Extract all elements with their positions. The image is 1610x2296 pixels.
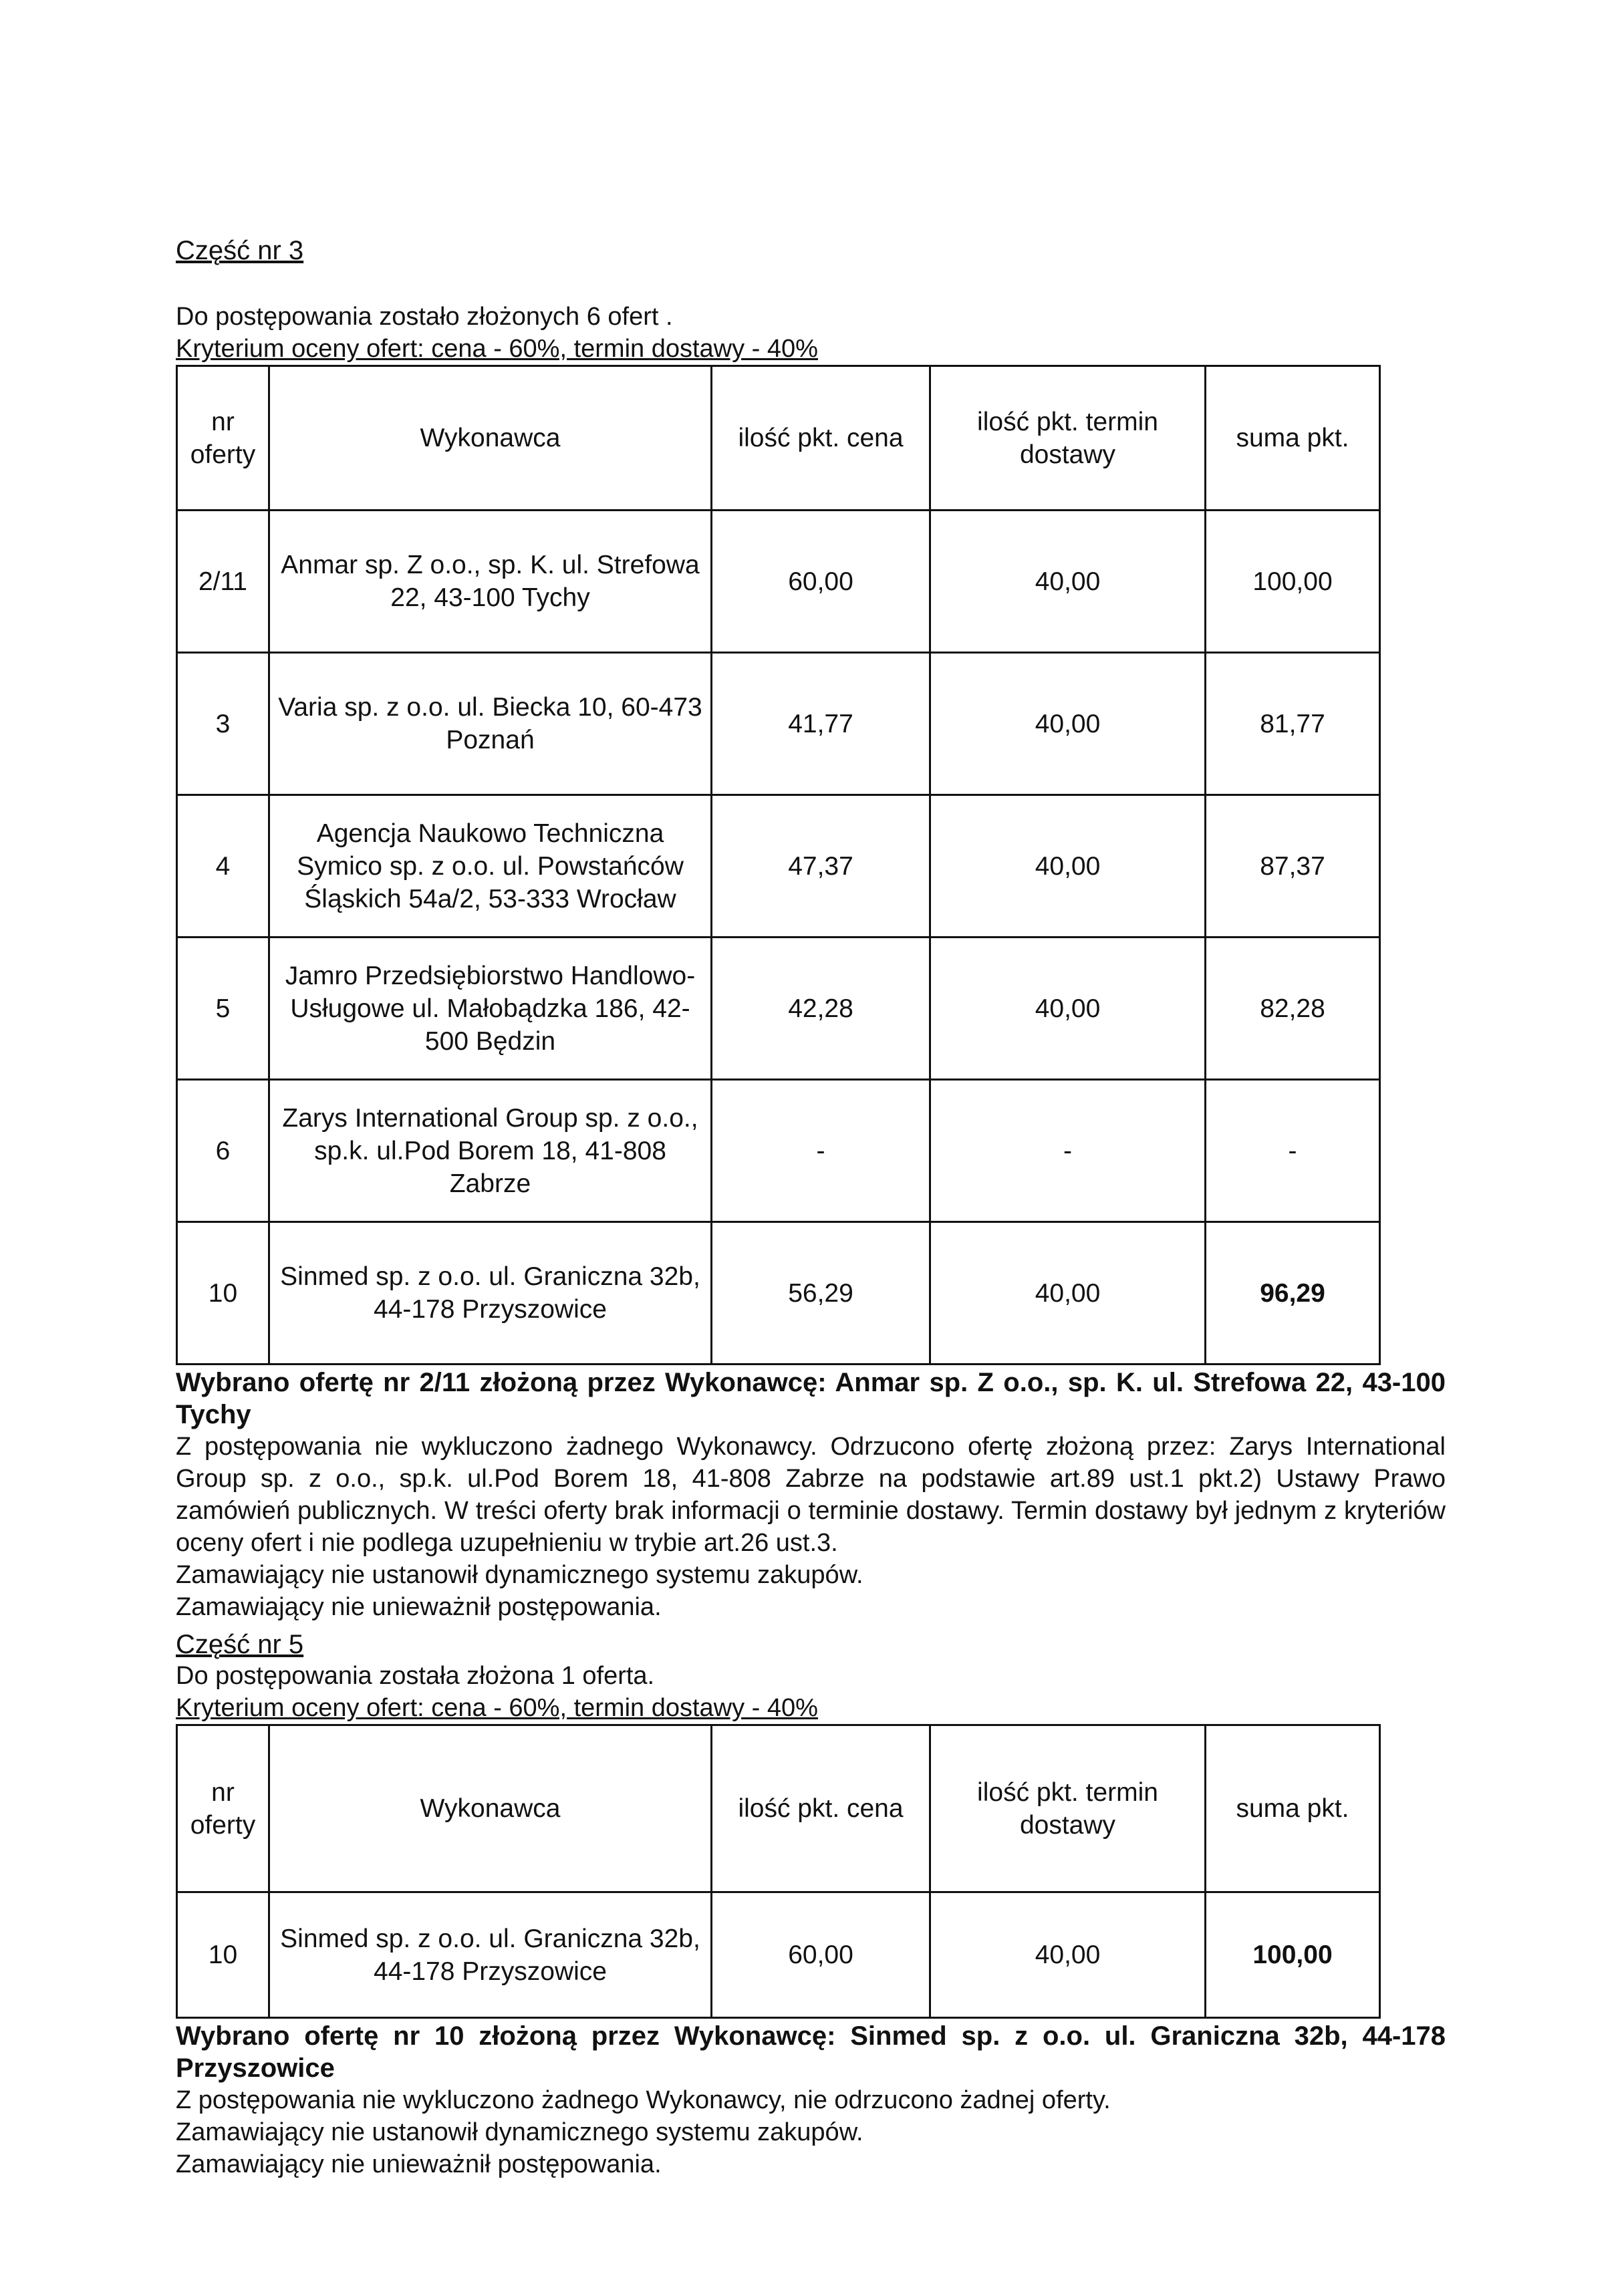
header-contractor: Wykonawca	[269, 1725, 712, 1892]
result-summary	[176, 1367, 1446, 1623]
header-delivery-points: ilość pkt. termin dostawy	[930, 366, 1206, 511]
contractor: Zarys International Group sp. z o.o., sp.k. ul.Pod Borem 18, 41-808 Zabrze	[269, 1080, 712, 1222]
annulment-note: Zamawiający nie unieważnił postępowania.	[176, 2150, 662, 2178]
offer-number: 3	[177, 653, 269, 795]
header-contractor: Wykonawca	[269, 366, 712, 511]
total-points: 100,00	[1206, 1892, 1380, 2018]
table-row	[177, 653, 1380, 795]
header-delivery-points: ilość pkt. termin dostawy	[930, 1725, 1206, 1892]
header-offer-number: nr oferty	[177, 366, 269, 511]
header-total-points: suma pkt.	[1206, 1725, 1380, 1892]
section-heading: Część nr 3	[176, 236, 304, 265]
total-points: 100,00	[1206, 511, 1380, 653]
contractor: Varia sp. z o.o. ul. Biecka 10, 60-473 Poznań	[269, 653, 712, 795]
contractor: Sinmed sp. z o.o. ul. Graniczna 32b, 44-178 Przyszowice	[269, 1892, 712, 2018]
contractor: Jamro Przedsiębiorstwo Handlowo-Usługowe ul. Małobądzka 186, 42-500 Będzin	[269, 938, 712, 1080]
section-part-5	[176, 1629, 1446, 2180]
selected-offer: Wybrano ofertę nr 10 złożoną przez Wykonawcę: Sinmed sp. z o.o. ul. Graniczna 32b, 44-178 Przyszowice	[176, 2021, 1446, 2083]
header-total-points: suma pkt.	[1206, 366, 1380, 511]
price-points: 41,77	[712, 653, 930, 795]
delivery-points: -	[930, 1080, 1206, 1222]
delivery-points: 40,00	[930, 795, 1206, 938]
total-points: -	[1206, 1080, 1380, 1222]
price-points: 42,28	[712, 938, 930, 1080]
table-header-row	[177, 1725, 1380, 1892]
table-row	[177, 938, 1380, 1080]
total-points: 82,28	[1206, 938, 1380, 1080]
evaluation-criterion: Kryterium oceny ofert: cena - 60%, termin dostawy - 40%	[176, 1694, 818, 1722]
header-price-points: ilość pkt. cena	[712, 366, 930, 511]
table-row	[177, 1222, 1380, 1365]
price-points: 56,29	[712, 1222, 930, 1365]
total-points: 96,29	[1206, 1222, 1380, 1365]
total-points: 81,77	[1206, 653, 1380, 795]
offer-number: 4	[177, 795, 269, 938]
result-summary	[176, 2020, 1446, 2180]
dynamic-system-note: Zamawiający nie ustanowił dynamicznego systemu zakupów.	[176, 2118, 863, 2146]
offers-count-line: Do postępowania została złożona 1 oferta.	[176, 1662, 655, 1690]
contractor: Sinmed sp. z o.o. ul. Graniczna 32b, 44-178 Przyszowice	[269, 1222, 712, 1365]
table-row	[177, 795, 1380, 938]
delivery-points: 40,00	[930, 938, 1206, 1080]
rejection-note: Z postępowania nie wykluczono żadnego Wykonawcy. Odrzucono ofertę złożoną przez: Zarys International Group sp. z o.o., sp.k. ul.Pod Borem 18, 41-808 Zabrze na podstawie art.89 ust.1 pkt.2) Ustawy Prawo zamówień publicznych. W treści oferty brak informacji o terminie dostawy. Termin dostawy był jednym z kryteriów oceny ofert i nie podlega uzupełnieniu w trybie art.26 ust.3.	[176, 1433, 1446, 1557]
evaluation-criterion: Kryterium oceny ofert: cena - 60%, termin dostawy - 40%	[176, 335, 818, 363]
price-points: -	[712, 1080, 930, 1222]
header-offer-number: nr oferty	[177, 1725, 269, 1892]
dynamic-system-note: Zamawiający nie ustanowił dynamicznego systemu zakupów.	[176, 1561, 863, 1589]
delivery-points: 40,00	[930, 1222, 1206, 1365]
contractor: Anmar sp. Z o.o., sp. K. ul. Strefowa 22, 43-100 Tychy	[269, 511, 712, 653]
offer-number: 10	[177, 1892, 269, 2018]
table-row	[177, 511, 1380, 653]
section-heading: Część nr 5	[176, 1630, 304, 1659]
offer-number: 5	[177, 938, 269, 1080]
offers-table	[176, 1724, 1381, 2019]
total-points: 87,37	[1206, 795, 1380, 938]
offers-table	[176, 365, 1381, 1365]
offers-count-line: Do postępowania zostało złożonych 6 ofert .	[176, 303, 673, 331]
offer-number: 6	[177, 1080, 269, 1222]
header-price-points: ilość pkt. cena	[712, 1725, 930, 1892]
table-row	[177, 1892, 1380, 2018]
offer-number: 10	[177, 1222, 269, 1365]
contractor: Agencja Naukowo Techniczna Symico sp. z o.o. ul. Powstańców Śląskich 54a/2, 53-333 Wrocław	[269, 795, 712, 938]
price-points: 60,00	[712, 511, 930, 653]
table-row	[177, 1080, 1380, 1222]
delivery-points: 40,00	[930, 653, 1206, 795]
price-points: 60,00	[712, 1892, 930, 2018]
table-header-row	[177, 366, 1380, 511]
price-points: 47,37	[712, 795, 930, 938]
delivery-points: 40,00	[930, 511, 1206, 653]
annulment-note: Zamawiający nie unieważnił postępowania.	[176, 1593, 662, 1621]
offer-number: 2/11	[177, 511, 269, 653]
exclusion-note: Z postępowania nie wykluczono żadnego Wykonawcy, nie odrzucono żadnej oferty.	[176, 2086, 1111, 2114]
section-part-3	[176, 235, 1446, 1623]
delivery-points: 40,00	[930, 1892, 1206, 2018]
selected-offer: Wybrano ofertę nr 2/11 złożoną przez Wykonawcę: Anmar sp. Z o.o., sp. K. ul. Strefowa 22, 43-100 Tychy	[176, 1368, 1446, 1429]
